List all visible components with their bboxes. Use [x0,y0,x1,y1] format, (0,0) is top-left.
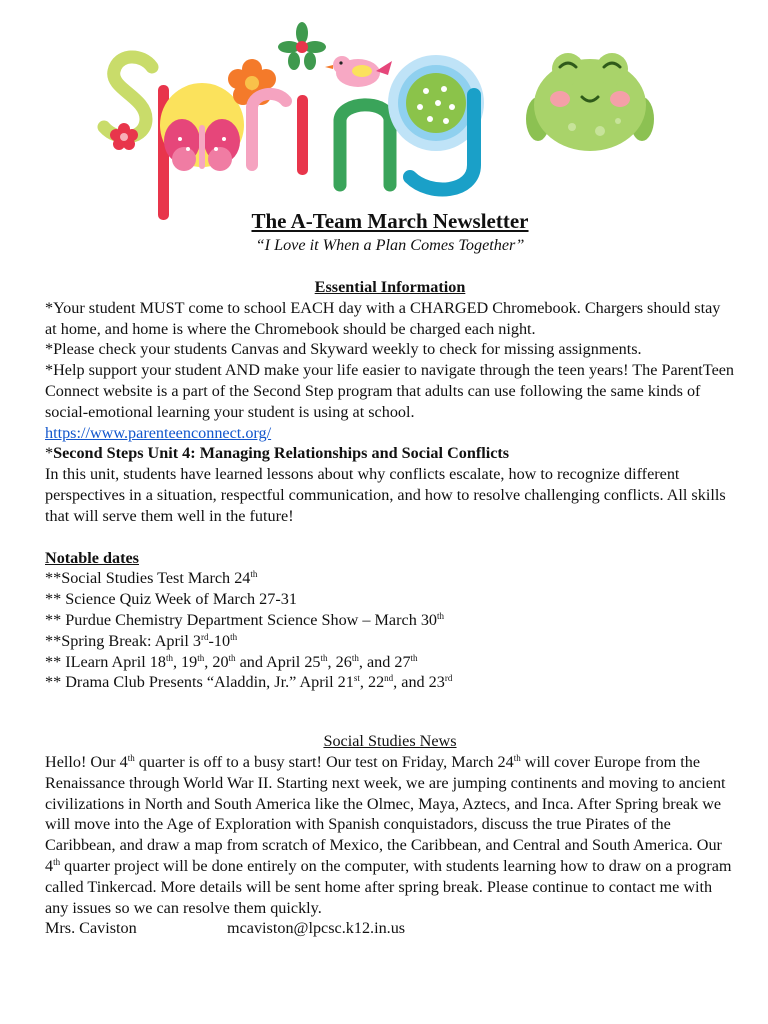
unit-heading: *Second Steps Unit 4: Managing Relationships and Social Conflicts [45,444,510,463]
essential-paragraph-3: *Help support your student AND make your life easier to navigate through the teen years! The ParentTeen Connect website is a part of the Second Step program that adults can use following the same kinds of social-emotional learning your student is using at school. [45,361,735,421]
bird-icon [325,56,392,87]
green-flower-icon [278,22,326,70]
newsletter-content [45,208,735,939]
dates-heading: Notable dates [45,548,139,567]
frog-icon [526,53,654,151]
newsletter-title: The A-Team March Newsletter [251,209,529,233]
social-studies-paragraph: Hello! Our 4th quarter is off to a busy start! Our test on Friday, March 24th will cover Europe from the Renaissance through World War II. Starting next week, we are jumping continents and moving to ancient civilizations in North and South America like the Olmec, Maya, Aztecs, and Inca. After Spring break we will move into the Age of Exploration with Spanish conquistadors, discuss the true Pirates of the Caribbean, and draw a map from scratch of Mexico, the Caribbean, and Central and South America. Our 4th quarter project will be done entirely on the computer, with students learning how to draw on a program called Tinkercad. More details will be sent home after spring break. Please continue to contact me with any issues so we can resolve them quickly. [45,752,732,917]
newsletter-subtitle: “I Love it When a Plan Comes Together” [255,236,525,254]
signature [45,918,735,939]
essential-paragraph-1: *Your student MUST come to school EACH day with a CHARGED Chromebook. Chargers should stay at home, and home is where the Chromebook should be charged each night. [45,298,721,338]
date-item: ** ILearn April 18th, 19th, 20th and April 25th, 26th, and 27th [45,652,418,671]
signature-email: mcaviston@lpcsc.k12.in.us [227,919,406,938]
date-item: ** Drama Club Presents “Aladdin, Jr.” April 21st, 22nd, and 23rd [45,673,453,692]
spring-banner-image [90,15,690,225]
letter-r [252,94,286,165]
social-studies-heading: Social Studies News [323,732,457,751]
signature-name: Mrs. Caviston [45,919,137,938]
letter-i-stem [297,95,308,175]
date-item: **Social Studies Test March 24th [45,569,258,588]
essential-paragraph-2: *Please check your students Canvas and Skyward weekly to check for missing assignments. [45,340,642,359]
parenteen-connect-link[interactable]: https://www.parenteenconnect.org/ [45,423,272,442]
essential-heading: Essential Information [314,278,466,296]
date-item: **Spring Break: April 3rd-10th [45,631,238,650]
red-flower-icon [110,123,138,150]
letter-n [340,105,390,185]
unit-paragraph: In this unit, students have learned lessons about why conflicts escalate, how to recognize different perspectives in a situation, respectful communication, and how to resolve challenging conflicts. All skills that will serve them well in the future! [45,465,726,525]
butterfly-icon [164,119,240,171]
date-item: ** Purdue Chemistry Department Science Show – March 30th [45,610,445,629]
date-item: ** Science Quiz Week of March 27-31 [45,590,297,609]
